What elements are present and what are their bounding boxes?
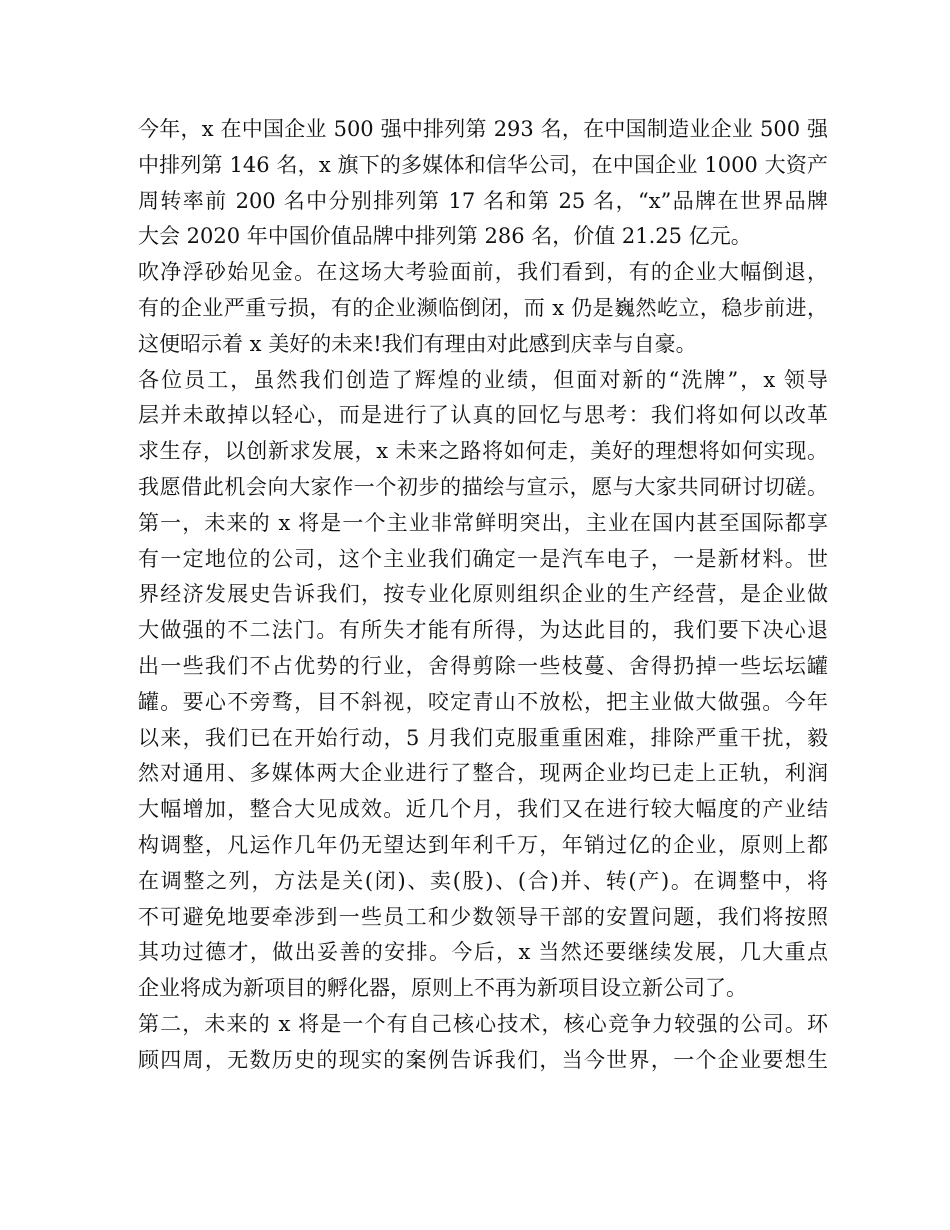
text-line: 第二，未来的 x 将是一个有自己核心技术，核心竞争力较强的公司。环 [138,1011,828,1036]
text-line: 这便昭示着 x 美好的未来!我们有理由对此感到庆幸与自豪。 [138,331,697,356]
text-line: 第一，未来的 x 将是一个主业非常鲜明突出，主业在国内甚至国际都享 [138,510,828,535]
text-line: 中排列第 146 名，x 旗下的多媒体和信华公司，在中国企业 1000 大资产 [138,152,828,177]
text-line: 吹净浮砂始见金。在这场大考验面前，我们看到，有的企业大幅倒退， [138,260,828,285]
text-line: 今年，x 在中国企业 500 强中排列第 293 名，在中国制造业企业 500 强 [138,117,828,141]
text-line: 求生存，以创新求发展，x 未来之路将如何走，美好的理想将如何实现。 [138,439,828,464]
text-line: 大幅增加，整合大见成效。近几个月，我们又在进行较大幅度的产业结 [138,797,828,822]
text-line: 然对通用、多媒体两大企业进行了整合，现两企业均已走上正轨，利润 [138,761,828,786]
text-line: 有一定地位的公司，这个主业我们确定一是汽车电子，一是新材料。世 [138,546,828,571]
text-line: 我愿借此机会向大家作一个初步的描绘与宣示，愿与大家共同研讨切磋。 [138,474,828,499]
text-line: 层并未敢掉以轻心，而是进行了认真的回忆与思考：我们将如何以改革 [138,403,828,428]
text-line: 有的企业严重亏损，有的企业濒临倒闭，而 x 仍是巍然屹立，稳步前进， [138,295,828,320]
text-line: 出一些我们不占优势的行业，舍得剪除一些枝蔓、舍得扔掉一些坛坛罐 [138,653,828,678]
text-line: 在调整之列，方法是关(闭)、卖(股)、(合)并、转(产)。在调整中，将 [138,868,828,893]
text-line: 周转率前 200 名中分别排列第 17 名和第 25 名，“x”品牌在世界品牌 [138,188,828,213]
text-line: 界经济发展史告诉我们，按专业化原则组织企业的生产经营，是企业做 [138,582,828,607]
body-text [138,112,828,1079]
text-line: 大做强的不二法门。有所失才能有所得，为达此目的，我们要下决心退 [138,618,828,643]
text-line: 企业将成为新项目的孵化器，原则上不再为新项目设立新公司了。 [138,976,747,1001]
text-line: 顾四周，无数历史的现实的案例告诉我们，当今世界，一个企业要想生 [138,1047,828,1072]
text-line: 其功过德才，做出妥善的安排。今后，x 当然还要继续发展，几大重点 [138,940,828,965]
text-line: 各位员工，虽然我们创造了辉煌的业绩，但面对新的“洗牌”，x 领导 [138,367,828,392]
text-line: 不可避免地要牵涉到一些员工和少数领导干部的安置问题，我们将按照 [138,904,828,929]
text-line: 以来，我们已在开始行动，5 月我们克服重重困难，排除严重干扰，毅 [138,725,828,750]
text-line: 大会 2020 年中国价值品牌中排列第 286 名，价值 21.25 亿元。 [138,224,752,249]
text-line: 罐。要心不旁骛，目不斜视，咬定青山不放松，把主业做大做强。今年 [138,689,828,714]
text-line: 构调整，凡运作几年仍无望达到年利千万，年销过亿的企业，原则上都 [138,832,828,857]
